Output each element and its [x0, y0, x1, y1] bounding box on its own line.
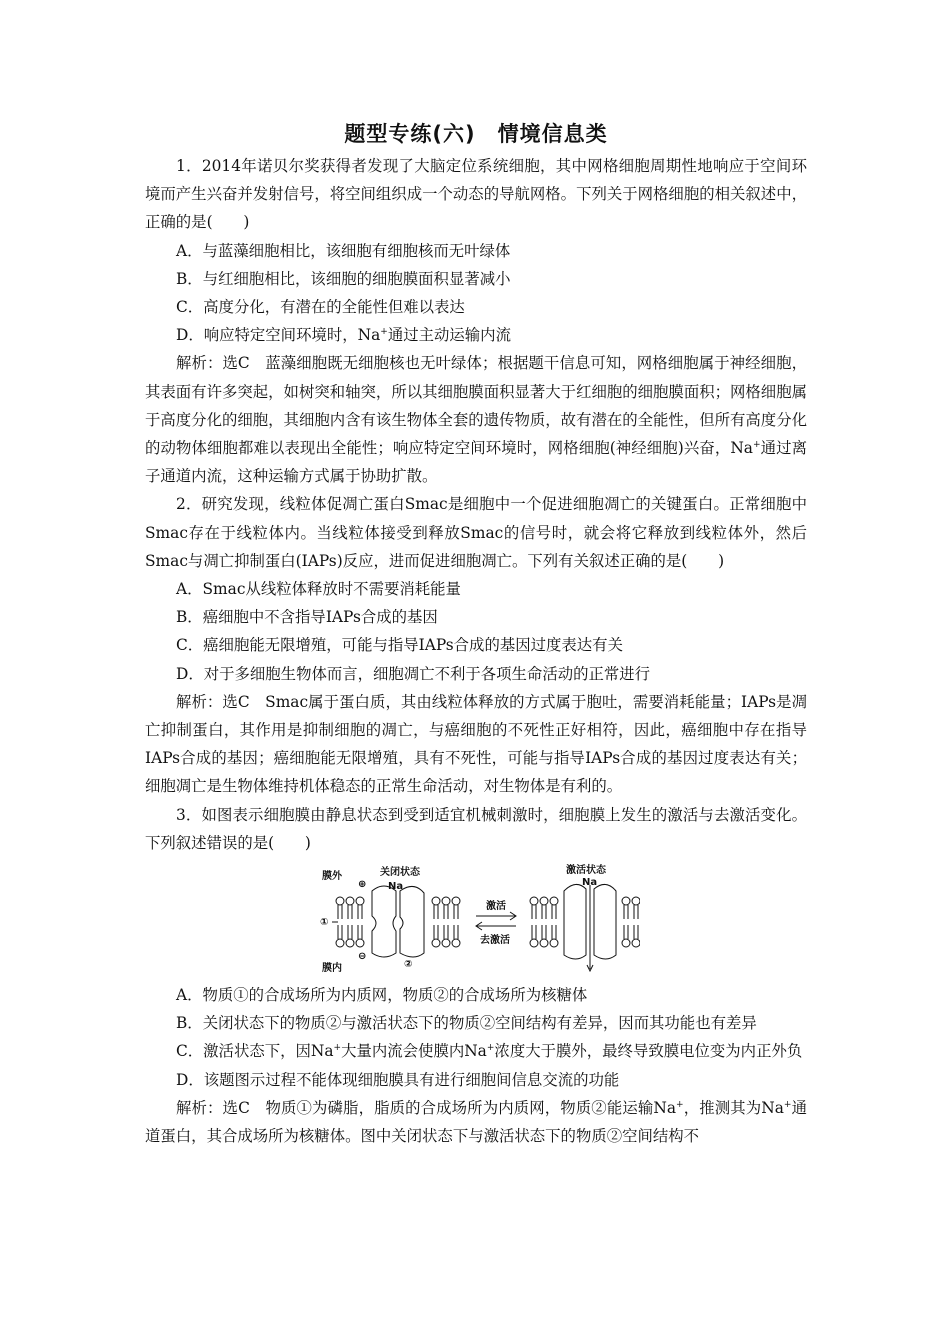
deactivate-arrow — [476, 922, 516, 930]
question-1-analysis: 解析：选C 蓝藻细胞既无细胞核也无叶绿体；根据题干信息可知，网格细胞属于神经细胞，其表面有许多突起，如树突和轴突，所以其细胞膜面积显著大于红细胞的细胞膜面积；网格细胞属于高度分化的细胞，其细胞内含有该生物体全套的遗传物质，故有潜在的全能性，但所有高度分化的动物体细胞都难以表现出全能性；响应特定空间环境时，网格细胞(神经细胞)兴奋，Na+通过离子通道内流，这种运输方式属于协助扩散。 — [145, 354, 807, 486]
question-3-option-a: A．物质①的合成场所为内质网，物质②的合成场所为核糖体 — [176, 986, 588, 1005]
active-state-label: 激活状态 — [566, 865, 606, 877]
channel-protein-closed — [372, 886, 396, 957]
question-1-option-a: A．与蓝藻细胞相比，该细胞有细胞核而无叶绿体 — [176, 241, 511, 260]
question-3-option-c: C．激活状态下，因Na+大量内流会使膜内Na+浓度大于膜外，最终导致膜电位变为内正外负 — [176, 1042, 803, 1061]
question-1-option-c: C．高度分化，有潜在的全能性但难以表达 — [176, 298, 465, 317]
question-1-stem: 1．2014年诺贝尔奖获得者发现了大脑定位系统细胞，其中网格细胞周期性地响应于空间环境而产生兴奋并发射信号，将空间组织成一个动态的导航网格。下列关于网格细胞的相关叙述中，正确的是( ) — [145, 157, 807, 232]
question-3-stem: 3．如图表示细胞膜由静息状态到受到适宜机械刺激时，细胞膜上发生的激活与去激活变化。下列叙述错误的是( ) — [145, 805, 807, 852]
marker-2: ② — [404, 959, 413, 971]
question-2-analysis: 解析：选C Smac属于蛋白质，其由线粒体释放的方式属于胞吐，需要消耗能量；IAPs是凋亡抑制蛋白，其作用是抑制细胞的凋亡，与癌细胞的不死性正好相符，因此，癌细胞中存在指导IAPs合成的基因；癌细胞能无限增殖，具有不死性，可能与指导IAPs合成的基因过度表达有关；细胞凋亡是生物体维持机体稳态的正常生命活动，对生物体是有利的。 — [145, 692, 807, 796]
na-label-closed: Na — [388, 881, 404, 893]
question-1-option-b: B．与红细胞相比，该细胞的细胞膜面积显著减小 — [176, 269, 511, 288]
phospholipid-left-block — [336, 897, 364, 947]
deactivate-label: 去激活 — [480, 935, 510, 947]
plus-sign: ⊕ — [358, 879, 367, 891]
closed-state-label: 关闭状态 — [380, 867, 420, 879]
question-3-option-b: B．关闭状态下的物质②与激活状态下的物质②空间结构有差异，因而其功能也有差异 — [176, 1014, 757, 1033]
question-2-option-a: A．Smac从线粒体释放时不需要消耗能量 — [176, 580, 461, 599]
question-2-option-c: C．癌细胞能无限增殖，可能与指导IAPs合成的基因过度表达有关 — [176, 636, 623, 655]
membrane-channel-figure — [145, 861, 807, 979]
na-label-active: Na — [582, 877, 598, 889]
question-3-option-d: D．该题图示过程不能体现细胞膜具有进行细胞间信息交流的功能 — [176, 1070, 620, 1089]
outside-label: 膜外 — [322, 871, 342, 883]
channel-protein-open — [564, 885, 586, 960]
minus-sign: ⊖ — [358, 951, 367, 963]
inside-label: 膜内 — [322, 963, 342, 975]
membrane-diagram — [320, 861, 640, 979]
document-page — [145, 118, 807, 1150]
activate-arrow — [476, 912, 516, 920]
marker-1: ① — [320, 917, 329, 929]
question-2-option-d: D．对于多细胞生物体而言，细胞凋亡不利于各项生命活动的正常进行 — [176, 664, 651, 683]
question-2-option-b: B．癌细胞中不含指导IAPs合成的基因 — [176, 608, 438, 627]
page-title: 题型专练(六) 情境信息类 — [344, 122, 608, 146]
question-2-stem: 2．研究发现，线粒体促凋亡蛋白Smac是细胞中一个促进细胞凋亡的关键蛋白。正常细胞中Smac存在于线粒体内。当线粒体接受到释放Smac的信号时，就会将它释放到线粒体外，然后Smac与凋亡抑制蛋白(IAPs)反应，进而促进细胞凋亡。下列有关叙述正确的是( ) — [145, 495, 807, 570]
activate-label: 激活 — [486, 901, 506, 913]
question-1-option-d: D．响应特定空间环境时，Na+通过主动运输内流 — [176, 326, 511, 345]
question-3-analysis: 解析：选C 物质①为磷脂，脂质的合成场所为内质网，物质②能运输Na+，推测其为Na+通道蛋白，其合成场所为核糖体。图中关闭状态下与激活状态下的物质②空间结构不 — [145, 1098, 807, 1146]
